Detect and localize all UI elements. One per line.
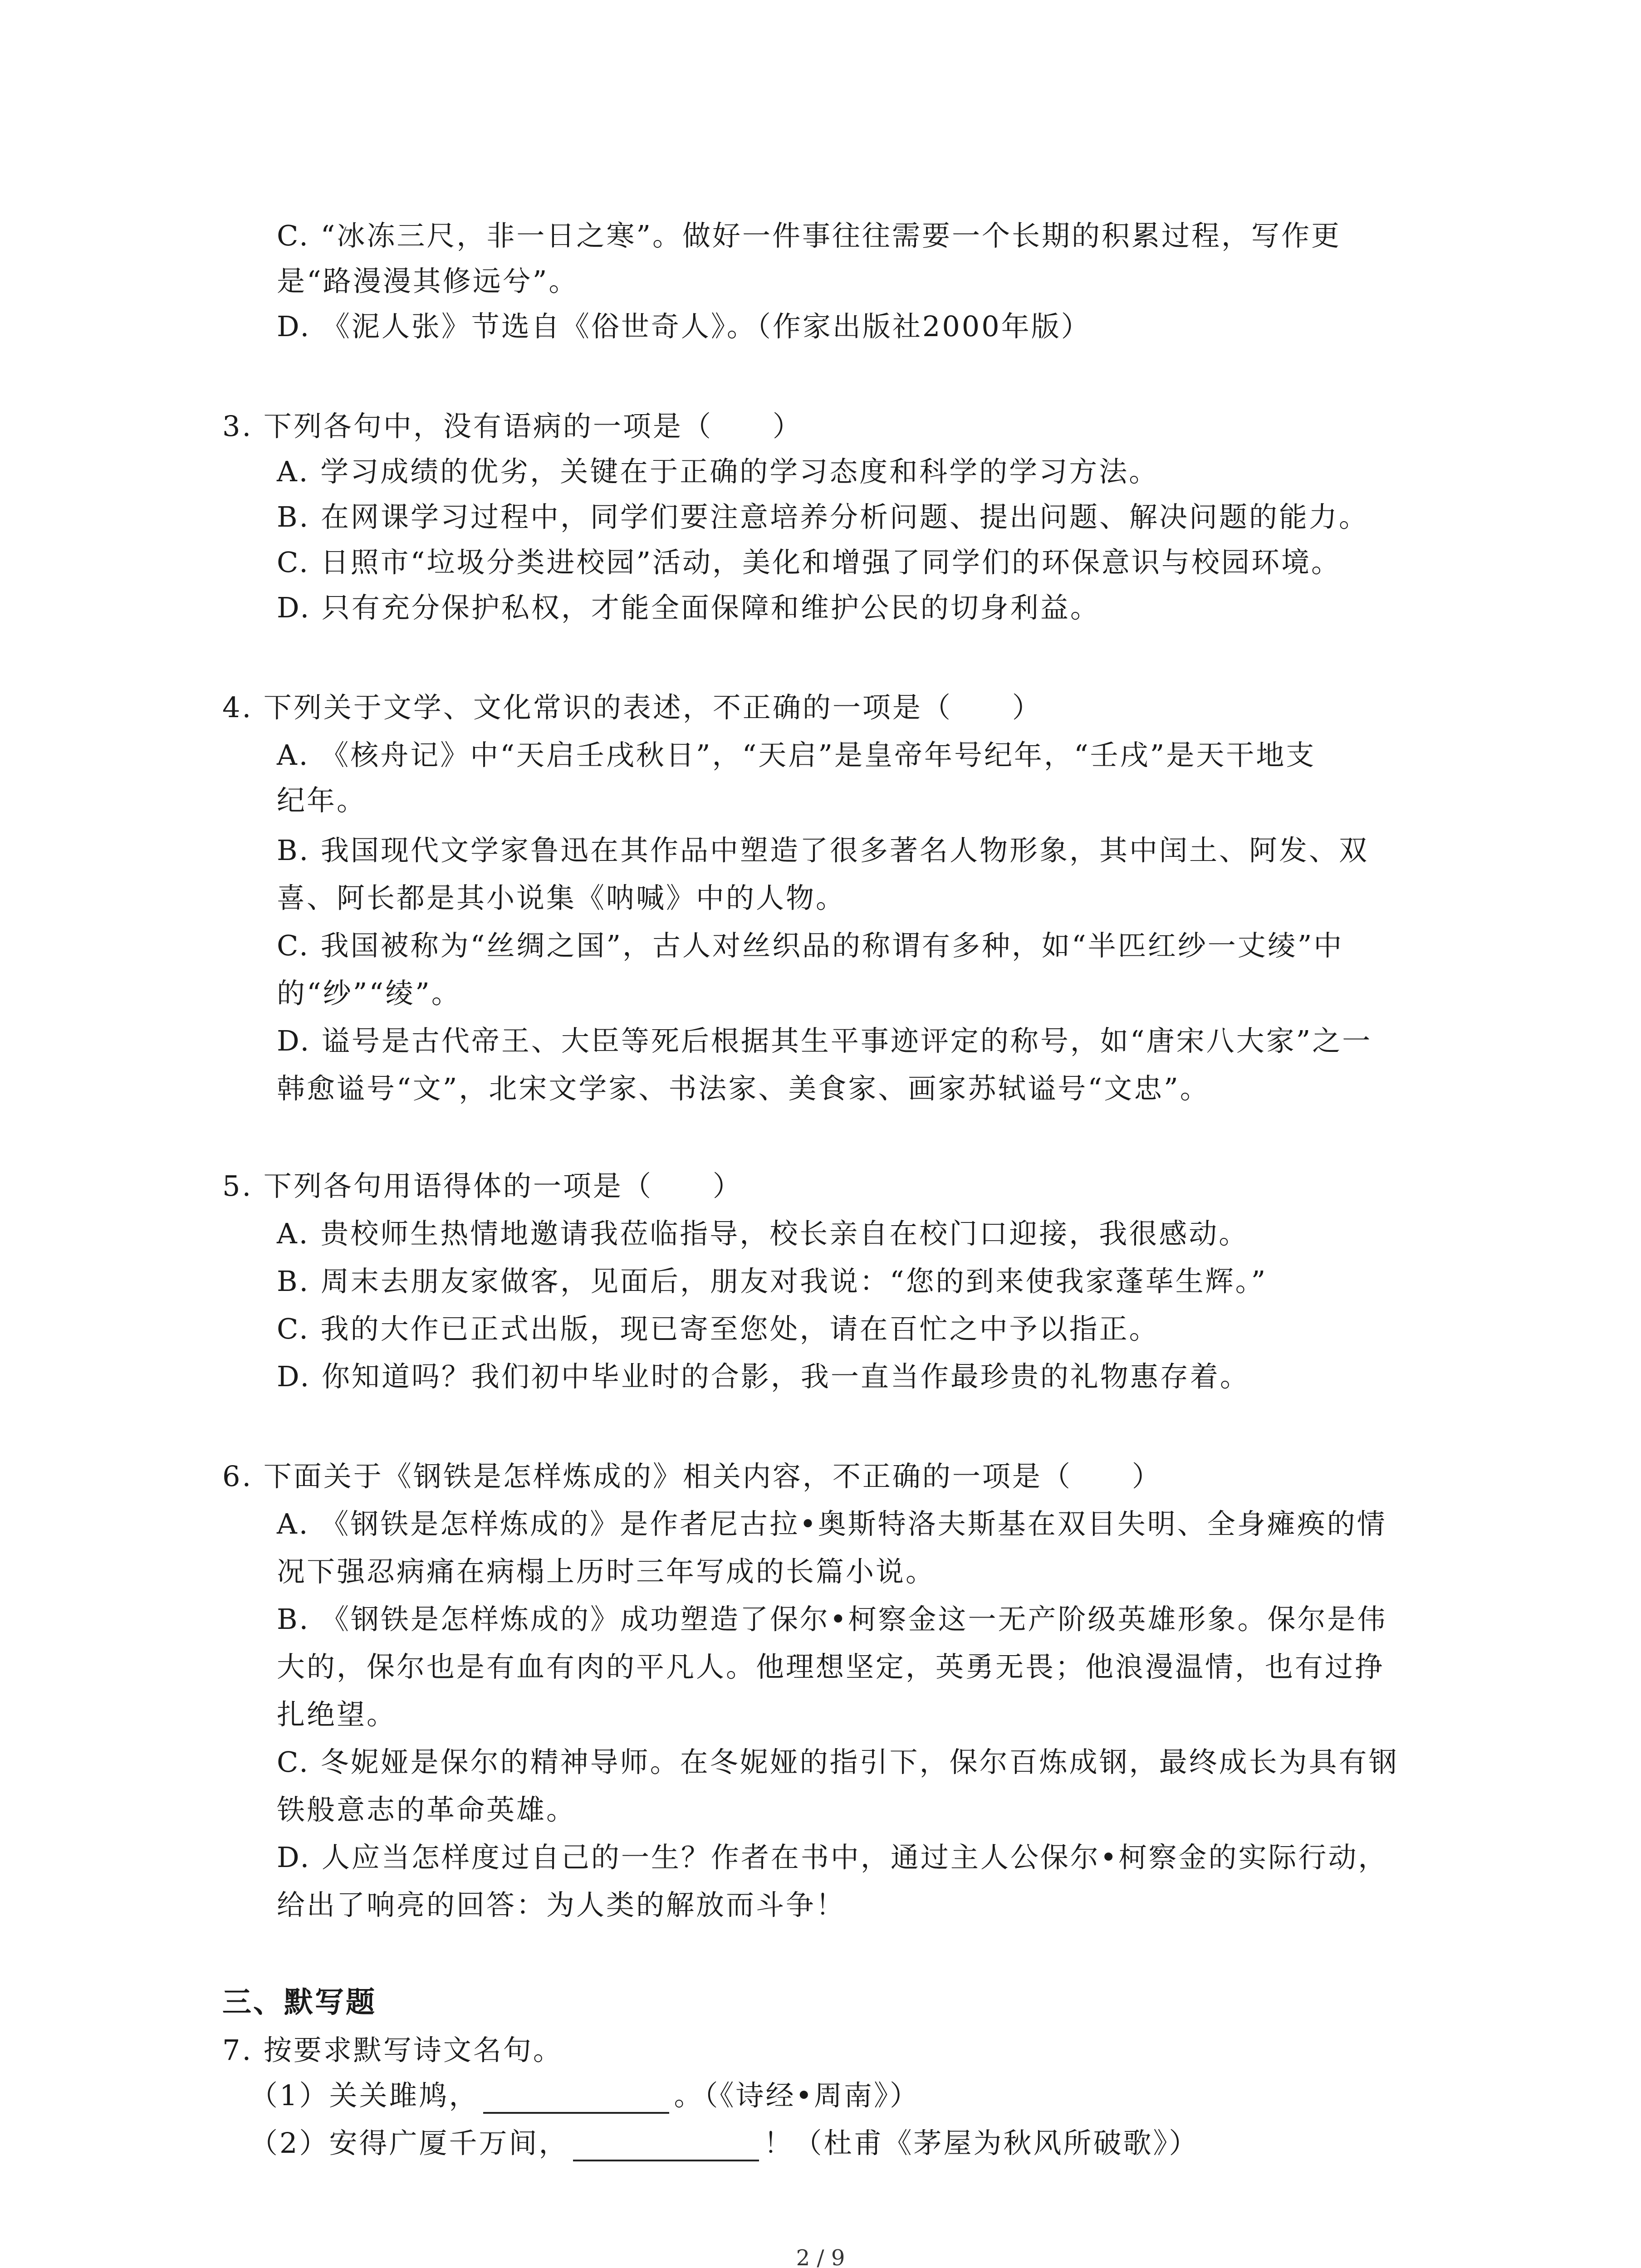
q4-option-a-line1: A. 《核舟记》中“天启壬戌秋日”，“天启”是皇帝年号纪年，“壬戌”是天干地支 bbox=[277, 738, 1316, 772]
q2-option-c-line1: C. “冰冻三尺，非一日之寒”。做好一件事往往需要一个长期的积累过程，写作更 bbox=[277, 219, 1342, 252]
q7-item-1-prefix: （1）关关雎鸠， bbox=[250, 2079, 479, 2112]
q7-item-1-blank[interactable] bbox=[483, 2085, 669, 2114]
q5-stem: 5. 下列各句用语得体的一项是（ ） bbox=[222, 1169, 743, 1202]
q4-option-c-line1: C. 我国被称为“丝绸之国”，古人对丝织品的称谓有多种，如“半匹红纱一丈绫”中 bbox=[277, 929, 1344, 962]
q7-stem: 7. 按要求默写诗文名句。 bbox=[222, 2033, 563, 2067]
q7-item-1 bbox=[250, 2077, 920, 2114]
q6-option-a-line1: A. 《钢铁是怎样炼成的》是作者尼古拉•奥斯特洛夫斯基在双目失明、全身瘫痪的情 bbox=[277, 1507, 1387, 1540]
q7-item-2-suffix: ！（杜甫《茅屋为秋风所破歌》） bbox=[764, 2126, 1199, 2160]
q4-option-c-line2: 的“纱”“绫”。 bbox=[277, 977, 461, 1010]
q3-option-c: C. 日照市“垃圾分类进校园”活动，美化和增强了同学们的环保意识与校园环境。 bbox=[277, 546, 1342, 579]
q6-option-c-line1: C. 冬妮娅是保尔的精神导师。在冬妮娅的指引下，保尔百炼成钢，最终成长为具有钢 bbox=[277, 1745, 1399, 1779]
q6-option-b-line2: 大的，保尔也是有血有肉的平凡人。他理想坚定，英勇无畏；他浪漫温情，也有过挣 bbox=[277, 1650, 1385, 1683]
q4-option-d-line2: 韩愈谥号“文”，北宋文学家、书法家、美食家、画家苏轼谥号“文忠”。 bbox=[277, 1072, 1210, 1105]
q3-stem: 3. 下列各句中，没有语病的一项是（ ） bbox=[222, 410, 803, 443]
q7-item-2-blank[interactable] bbox=[573, 2132, 759, 2161]
q5-option-b: B. 周末去朋友家做客，见面后，朋友对我说：“您的到来使我家蓬荜生辉。” bbox=[277, 1265, 1268, 1298]
q7-item-1-suffix: 。（《诗经•周南》） bbox=[674, 2079, 920, 2112]
q6-option-c-line2: 铁般意志的革命英雄。 bbox=[277, 1793, 577, 1826]
q5-option-a: A. 贵校师生热情地邀请我莅临指导，校长亲自在校门口迎接，我很感动。 bbox=[277, 1217, 1249, 1250]
q3-option-b: B. 在网课学习过程中，同学们要注意培养分析问题、提出问题、解决问题的能力。 bbox=[277, 500, 1369, 533]
q5-option-d: D. 你知道吗？我们初中毕业时的合影，我一直当作最珍贵的礼物惠存着。 bbox=[277, 1360, 1250, 1393]
q3-option-a: A. 学习成绩的优劣，关键在于正确的学习态度和科学的学习方法。 bbox=[277, 455, 1159, 488]
q4-option-d-line1: D. 谥号是古代帝王、大臣等死后根据其生平事迹评定的称号，如“唐宋八大家”之一 bbox=[277, 1024, 1372, 1057]
q6-option-a-line2: 况下强忍病痛在病榻上历时三年写成的长篇小说。 bbox=[277, 1555, 936, 1588]
q6-option-d-line2: 给出了响亮的回答：为人类的解放而斗争！ bbox=[277, 1888, 846, 1921]
q4-stem: 4. 下列关于文学、文化常识的表述，不正确的一项是（ ） bbox=[222, 691, 1042, 724]
page-number: 2 / 9 bbox=[796, 2245, 845, 2268]
section-heading-dictation: 三、默写题 bbox=[222, 1986, 377, 2019]
q6-option-d-line1: D. 人应当怎样度过自己的一生？作者在书中，通过主人公保尔•柯察金的实际行动， bbox=[277, 1841, 1388, 1874]
q4-option-b-line2: 喜、阿长都是其小说集《呐喊》中的人物。 bbox=[277, 881, 846, 914]
q2-option-c-line2: 是“路漫漫其修远兮”。 bbox=[277, 264, 579, 298]
q6-option-b-line1: B. 《钢铁是怎样炼成的》成功塑造了保尔•柯察金这一无产阶级英雄形象。保尔是伟 bbox=[277, 1603, 1387, 1636]
q6-stem: 6. 下面关于《钢铁是怎样炼成的》相关内容，不正确的一项是（ ） bbox=[222, 1460, 1162, 1493]
q4-option-a-line2: 纪年。 bbox=[277, 784, 367, 817]
q2-option-d: D. 《泥人张》节选自《俗世奇人》。（作家出版社2000年版） bbox=[277, 310, 1091, 343]
q7-item-2 bbox=[250, 2125, 1199, 2161]
q7-item-2-prefix: （2）安得广厦千万间， bbox=[250, 2126, 569, 2160]
q3-option-d: D. 只有充分保护私权，才能全面保障和维护公民的切身利益。 bbox=[277, 591, 1100, 624]
q6-option-b-line3: 扎绝望。 bbox=[277, 1698, 397, 1731]
q4-option-b-line1: B. 我国现代文学家鲁迅在其作品中塑造了很多著名人物形象，其中闰土、阿发、双 bbox=[277, 834, 1369, 867]
q5-option-c: C. 我的大作已正式出版，现已寄至您处，请在百忙之中予以指正。 bbox=[277, 1312, 1159, 1345]
